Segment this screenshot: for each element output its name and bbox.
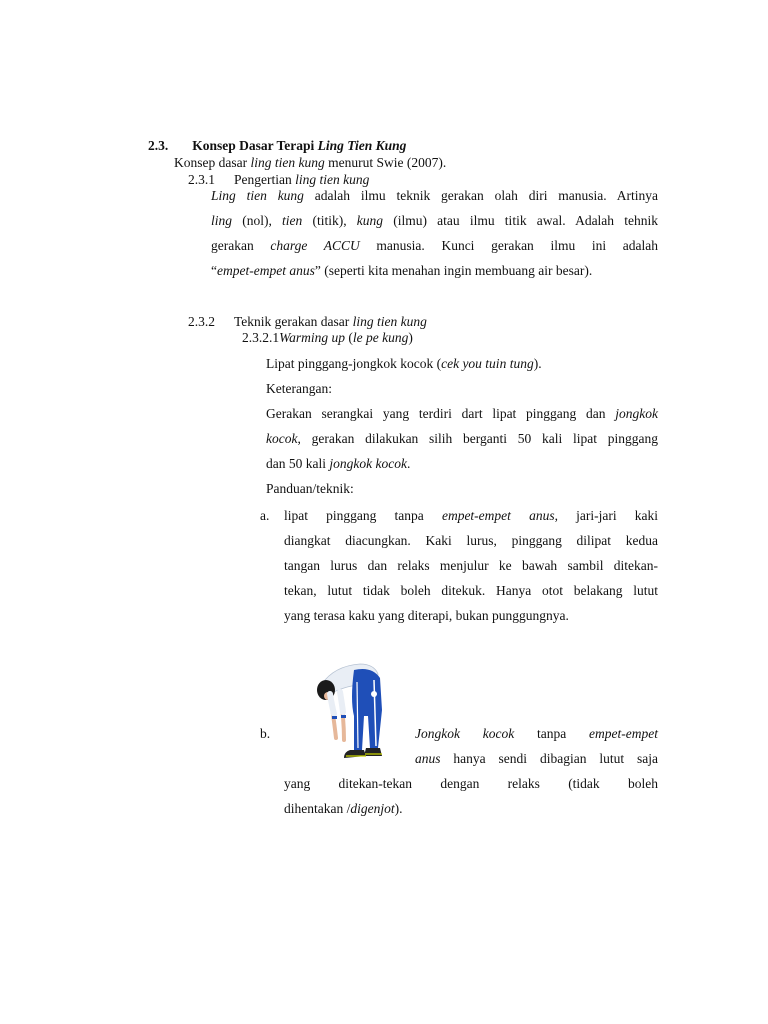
exercise-figure-image: [314, 660, 384, 764]
subsection-2-3-2-heading: 2.3.2 Teknik gerakan dasar ling tien kung: [188, 314, 427, 329]
list-item-b-line: dihentakan /digenjot).: [284, 801, 403, 816]
section-title: Konsep Dasar Terapi Ling Tien Kung: [192, 138, 407, 153]
list-item-b-line: Jongkok kocok tanpa empet-empet: [415, 726, 658, 741]
lipat-line: Lipat pinggang-jongkok kocok (cek you tuin tung).: [266, 356, 542, 371]
gerakan-line: kocok, gerakan dilakukan silih berganti 50 kali lipat pinggang: [266, 431, 658, 446]
keterangan-label: Keterangan:: [266, 381, 332, 396]
list-item-a-line: lipat pinggang tanpa empet-empet anus, jari-jari kaki: [284, 508, 659, 523]
list-item-a-line: tangan lurus dan relaks menjulur ke bawah sambil ditekan-: [284, 558, 658, 573]
subsection-2-3-2-1-heading: 2.3.2.1Warming up (le pe kung): [242, 330, 413, 345]
section-heading: [148, 138, 406, 154]
list-marker-b: b.: [260, 726, 271, 741]
paragraph-line: gerakan charge ACCU manusia. Kunci gerakan ilmu ini adalah: [211, 238, 658, 253]
panduan-label: Panduan/teknik:: [266, 481, 354, 496]
list-item-b-line: yang ditekan-tekan dengan relaks (tidak boleh: [284, 776, 658, 791]
subsection-2-3-1-heading: 2.3.1 Pengertian ling tien kung: [188, 172, 370, 187]
list-marker-a: a.: [260, 508, 270, 523]
list-item-b-line: anus hanya sendi dibagian lutut saja: [415, 751, 658, 766]
list-item-a-line: tekan, lutut tidak boleh ditekuk. Hanya otot belakang lutut: [284, 583, 658, 598]
gerakan-line: Gerakan serangkai yang terdiri dart lipat pinggang dan jongkok: [266, 406, 658, 421]
intro-line: Konsep dasar ling tien kung menurut Swie (2007).: [174, 155, 447, 170]
paragraph-line: Ling tien kung adalah ilmu teknik gerakan olah diri manusia. Artinya: [211, 188, 658, 203]
paragraph-line: ling (nol), tien (titik), kung (ilmu) atau ilmu titik awal. Adalah tehnik: [211, 213, 658, 228]
section-number: 2.3.: [148, 138, 169, 153]
list-item-a-line: yang terasa kaku yang diterapi, bukan punggungnya.: [284, 608, 569, 623]
list-item-a-line: diangkat diacungkan. Kaki lurus, pinggang dilipat kedua: [284, 533, 658, 548]
gerakan-line: dan 50 kali jongkok kocok.: [266, 456, 411, 471]
paragraph-line: “empet-empet anus” (seperti kita menahan ingin membuang air besar).: [211, 263, 593, 278]
